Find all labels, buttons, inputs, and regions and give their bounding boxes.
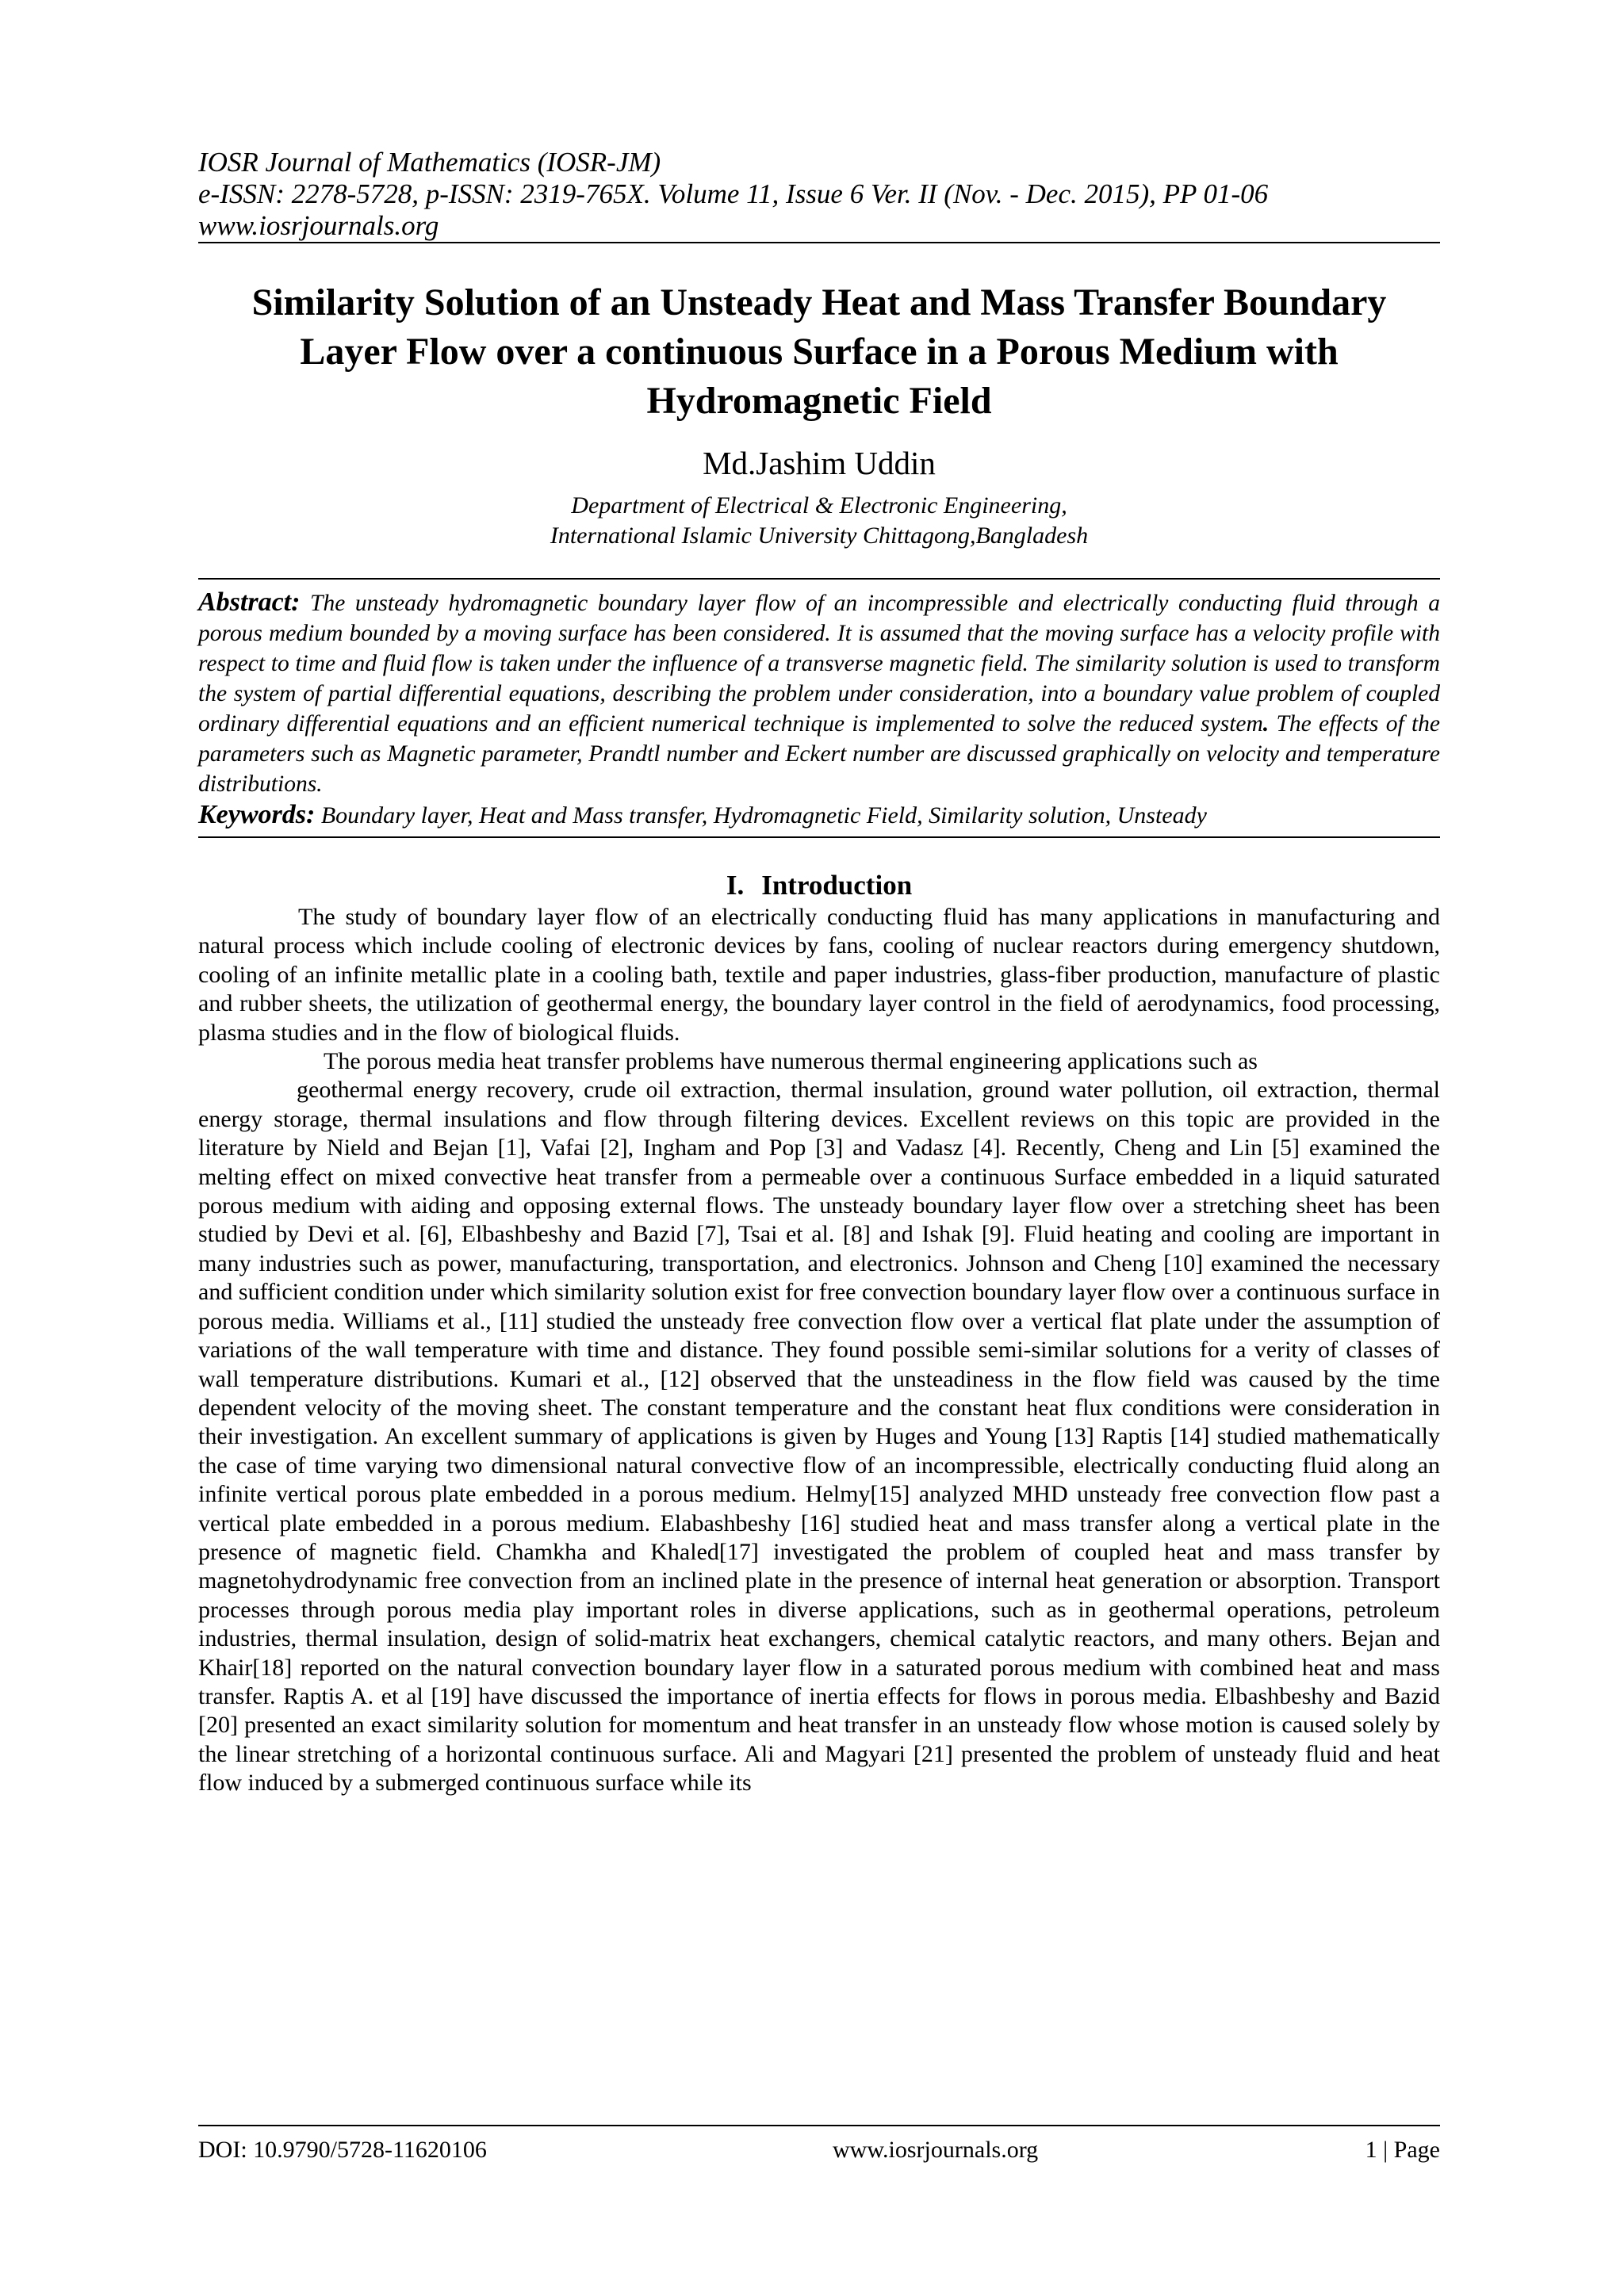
abstract-label: Abstract: <box>198 587 301 617</box>
footer-rule <box>198 2125 1440 2126</box>
body-paragraph-1 <box>198 903 1440 1047</box>
body-paragraph-2-first-line: The porous media heat transfer problems have numerous thermal engineering applications such as <box>324 1048 1258 1075</box>
abstract-bold-period: . <box>1262 711 1270 737</box>
journal-website: www.iosrjournals.org <box>198 210 439 241</box>
body-paragraph-2-text: geothermal energy recovery, crude oil extraction, thermal insulation, ground water pollution, oil extraction, thermal energy storage, thermal insulations and flow through filtering devices. Excellent reviews on this topic are provided in the literature by Nield and Bejan [1], Vafai [2], Ingham and Pop [3] and Vadasz [4]. Recently, Cheng and Lin [5] examined the melting effect on mixed convective heat transfer from a permeable over a continuous Surface embedded in a liquid saturated porous medium with aiding and opposing external flows. The unsteady boundary layer flow over a stretching sheet has been studied by Devi et al. [6], Elbashbeshy and Bazid [7], Tsai et al. [8] and Ishak [9]. Fluid heating and cooling are important in many industries such as power, manufacturing, transportation, and electronics. Johnson and Cheng [10] examined the necessary and sufficient condition under which similarity solution exist for free convection boundary layer flow over a continuous surface in porous media. Williams et al., [11] studied the unsteady free convection flow over a vertical flat plate under the assumption of variations of the wall temperature with time and distance. They found possible semi-similar solutions for a verity of classes of wall temperature distributions. Kumari et al., [12] observed that the unsteadiness in the flow field was caused by the time dependent velocity of the moving sheet. The constant temperature and the constant heat flux conditions were consideration in their investigation. An excellent summary of applications is given by Huges and Young [13] Raptis [14] studied mathematically the case of time varying two dimensional natural convective flow of an incompressible, electrically conducting fluid along an infinite vertical porous plate embedded in a porous medium. Helmy[15] analyzed MHD unsteady free convection flow past a vertical plate embedded in a porous medium. Elabashbeshy [16] studied heat and mass transfer along a vertical plate in the presence of magnetic field. Chamkha and Khaled[17] investigated the problem of coupled heat and mass transfer by magnetohydrodynamic free convection from an inclined plate in the presence of internal heat generation or absorption. Transport processes through porous media play important roles in diverse applications, such as in geothermal operations, petroleum industries, thermal insulation, design of solid-matrix heat exchangers, chemical catalytic reactors, and many others. Bejan and Khair[18] reported on the natural convection boundary layer flow in a saturated porous medium with combined heat and mass transfer. Raptis A. et al [19] have discussed the importance of inertia effects for flows in porous media. Elbashbeshy and Bazid [20] presented an exact similarity solution for momentum and heat transfer in an unsteady flow whose motion is caused solely by the linear stretching of a horizontal continuous surface. Ali and Magyari [21] presented the problem of unsteady fluid and heat flow induced by a submerged continuous surface while its <box>198 1077 1440 1797</box>
keywords-text: Boundary layer, Heat and Mass transfer, Hydromagnetic Field, Similarity solution, Unsteady <box>315 802 1207 828</box>
paper-title: Similarity Solution of an Unsteady Heat and Mass Transfer Boundary Layer Flow over a continuous Surface in a Porous Medium with Hydromagnetic Field <box>251 281 1387 422</box>
author-affiliation <box>198 491 1440 551</box>
affiliation-line-2: International Islamic University Chittagong,Bangladesh <box>550 522 1089 549</box>
footer-website: www.iosrjournals.org <box>833 2137 1039 2163</box>
author-name: Md.Jashim Uddin <box>703 445 936 481</box>
section-number: I. <box>726 870 745 901</box>
footer-doi: DOI: 10.9790/5728-11620106 <box>198 2137 487 2163</box>
keywords-label: Keywords: <box>198 800 316 829</box>
abstract-text-a: The unsteady hydromagnetic boundary layer flow of an incompressible and electrically conducting fluid through a porous medium bounded by a moving surface has been considered. It is assumed that the moving surface has a velocity profile with respect to time and fluid flow is taken under the influence of a transverse magnetic field. The similarity solution is used to transform the system of partial differential equations, describing the problem under consideration, into a boundary value problem of coupled ordinary differential equations and an efficient numerical technique is implemented to solve the reduced system <box>198 591 1440 737</box>
abstract-text-b: The effects of the parameters such as Magnetic parameter, Prandtl number and Eckert number are discussed graphically on velocity and temperature distributions. <box>198 711 1440 797</box>
abstract <box>198 587 1440 799</box>
section-heading <box>198 868 1440 903</box>
footer-row <box>198 2136 1440 2164</box>
paper-page <box>198 147 1440 1798</box>
affiliation-line-1: Department of Electrical & Electronic Engineering, <box>571 492 1067 519</box>
header-rule <box>198 242 1440 243</box>
abstract-top-rule <box>198 578 1440 580</box>
journal-header <box>198 147 1440 242</box>
page-footer <box>198 2125 1440 2164</box>
body-paragraph-2 <box>198 1076 1440 1797</box>
section-title: Introduction <box>761 870 913 901</box>
journal-name: IOSR Journal of Mathematics (IOSR-JM) <box>198 147 661 178</box>
keywords <box>198 799 1440 832</box>
journal-issn: e-ISSN: 2278-5728, p-ISSN: 2319-765X. Volume 11, Issue 6 Ver. II (Nov. - Dec. 2015), PP 01-06 <box>198 178 1269 209</box>
footer-page-number: 1 | Page <box>1365 2137 1440 2163</box>
abstract-block <box>198 578 1440 838</box>
abstract-bottom-rule <box>198 836 1440 838</box>
body-paragraph-1-text: The study of boundary layer flow of an electrically conducting fluid has many applications in manufacturing and natural process which include cooling of electronic devices by fans, cooling of nuclear reactors during emergency shutdown, cooling of an infinite metallic plate in a cooling bath, textile and paper industries, glass-fiber production, manufacture of plastic and rubber sheets, the utilization of geothermal energy, the boundary layer control in the field of aerodynamics, food processing, plasma studies and in the flow of biological fluids. <box>198 904 1440 1046</box>
